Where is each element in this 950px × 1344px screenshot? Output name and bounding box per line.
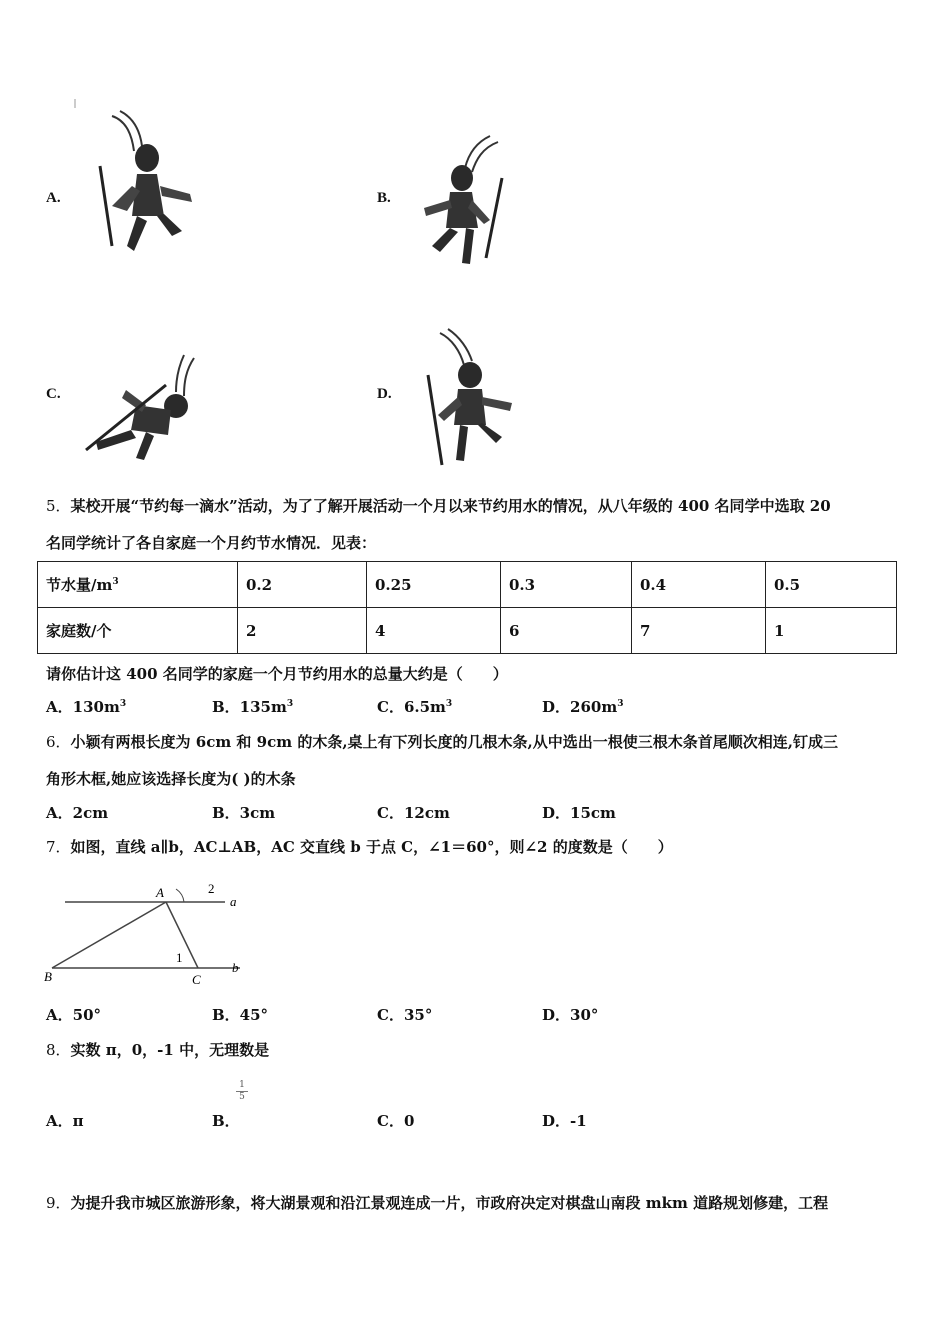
row-header-sup: 3 (112, 577, 119, 587)
q8-fraction (236, 1080, 248, 1103)
q6-text-line1 (46, 731, 838, 752)
q8-text-content: 实数 π，0，-1 中，无理数是 (70, 1041, 270, 1059)
table-cell: 0.25 (367, 562, 501, 608)
fraction-denominator: 5 (236, 1091, 248, 1103)
q7-text (46, 836, 673, 857)
q5-option-d (542, 696, 623, 717)
monkey-king-figure-a (72, 96, 202, 266)
table-cell: 0.5 (766, 562, 897, 608)
q4-option-d-label: D. (377, 386, 392, 402)
q7-option-d: D．30° (542, 1006, 599, 1024)
q7-option-b: B．45° (212, 1006, 269, 1024)
q9-text (46, 1192, 828, 1213)
q8-option-c: C．0 (377, 1112, 415, 1130)
q7-geometry-figure (40, 875, 250, 990)
label-angle2: 2 (208, 881, 215, 896)
q6-option-a: A．2cm (46, 804, 109, 822)
q6-option-c: C．12cm (377, 804, 450, 822)
q4-option-b-label: B. (377, 190, 391, 206)
table-cell: 1 (766, 608, 897, 654)
q8-option-a: A．π (46, 1112, 84, 1130)
option-text: B．135m (212, 698, 287, 716)
table-cell: 4 (367, 608, 501, 654)
q5-table (37, 561, 897, 654)
label-a-point: A (156, 885, 164, 900)
q6-number: 6． (46, 733, 71, 751)
monkey-king-figure-c (76, 350, 206, 470)
q5-text-line1 (46, 495, 831, 516)
monkey-king-figure-b (410, 128, 510, 273)
option-sup: 3 (445, 699, 453, 709)
q6-text-line1-content: 小颖有两根长度为 6cm 和 9cm 的木条,桌上有下列长度的几根木条,从中选出一根使三根木条首尾顺次相连,钉成三 (70, 733, 838, 751)
option-sup: 3 (617, 699, 624, 709)
label-angle1: 1 (176, 950, 183, 965)
option-text: D．260m (542, 698, 618, 716)
q5-option-b (212, 696, 293, 717)
q8-number: 8． (46, 1041, 71, 1059)
option-text: C．6.5m (377, 698, 446, 716)
table-cell: 0.2 (238, 562, 367, 608)
q4-option-c-label: C. (46, 386, 61, 402)
table-row (38, 608, 897, 654)
table-cell: 0.4 (632, 562, 766, 608)
option-sup: 3 (286, 699, 294, 709)
q6-text-line2: 角形木框,她应该选择长度为( )的木条 (46, 770, 296, 788)
label-line-b: b (232, 960, 239, 975)
q5-question: 请你估计这 400 名同学的家庭一个月节约用水的总量大约是（ ） (46, 665, 508, 683)
table-cell: 6 (501, 608, 632, 654)
fraction-numerator: 1 (239, 1080, 245, 1090)
q7-text-content: 如图，直线 a∥b，AC⊥AB，AC 交直线 b 于点 C，∠1＝60°，则∠2 的度数是（ ） (70, 838, 673, 856)
q7-number: 7． (46, 838, 71, 856)
option-text: A．130m (46, 698, 120, 716)
label-b-point: B (44, 969, 52, 984)
q7-option-c: C．35° (377, 1006, 433, 1024)
q6-option-b: B．3cm (212, 804, 276, 822)
q5-number: 5． (46, 497, 71, 515)
q7-option-a: A．50° (46, 1006, 102, 1024)
q5-text-line1-content: 某校开展“节约每一滴水”活动，为了了解开展活动一个月以来节约用水的情况，从八年级的 400 名同学中选取 20 (70, 497, 831, 515)
table-cell: 0.3 (501, 562, 632, 608)
q6-option-d: D．15cm (542, 804, 616, 822)
monkey-king-figure-d (420, 325, 520, 470)
q5-option-c (377, 696, 452, 717)
q8-option-d: D．-1 (542, 1112, 587, 1130)
q5-text-line2: 名同学统计了各自家庭一个月约节水情况．见表： (46, 534, 377, 552)
table-cell: 7 (632, 608, 766, 654)
label-line-a: a (230, 894, 237, 909)
q5-option-a (46, 696, 126, 717)
q4-option-a-label: A. (46, 190, 61, 206)
option-sup: 3 (119, 699, 127, 709)
q8-text (46, 1039, 269, 1060)
row-header-text: 节水量/m (46, 576, 113, 594)
table-row (38, 562, 897, 608)
segment-ab (52, 902, 166, 968)
table-row-header: 家庭数/个 (38, 608, 238, 654)
q9-number: 9． (46, 1194, 71, 1212)
angle2-arc (176, 889, 184, 902)
q8-option-b: B． (212, 1112, 240, 1130)
label-c-point: C (192, 972, 201, 987)
table-row-header (38, 562, 238, 608)
table-cell: 2 (238, 608, 367, 654)
q9-text-content: 为提升我市城区旅游形象，将大湖景观和沿江景观连成一片，市政府决定对棋盘山南段 mkm 道路规划修建，工程 (70, 1194, 829, 1212)
